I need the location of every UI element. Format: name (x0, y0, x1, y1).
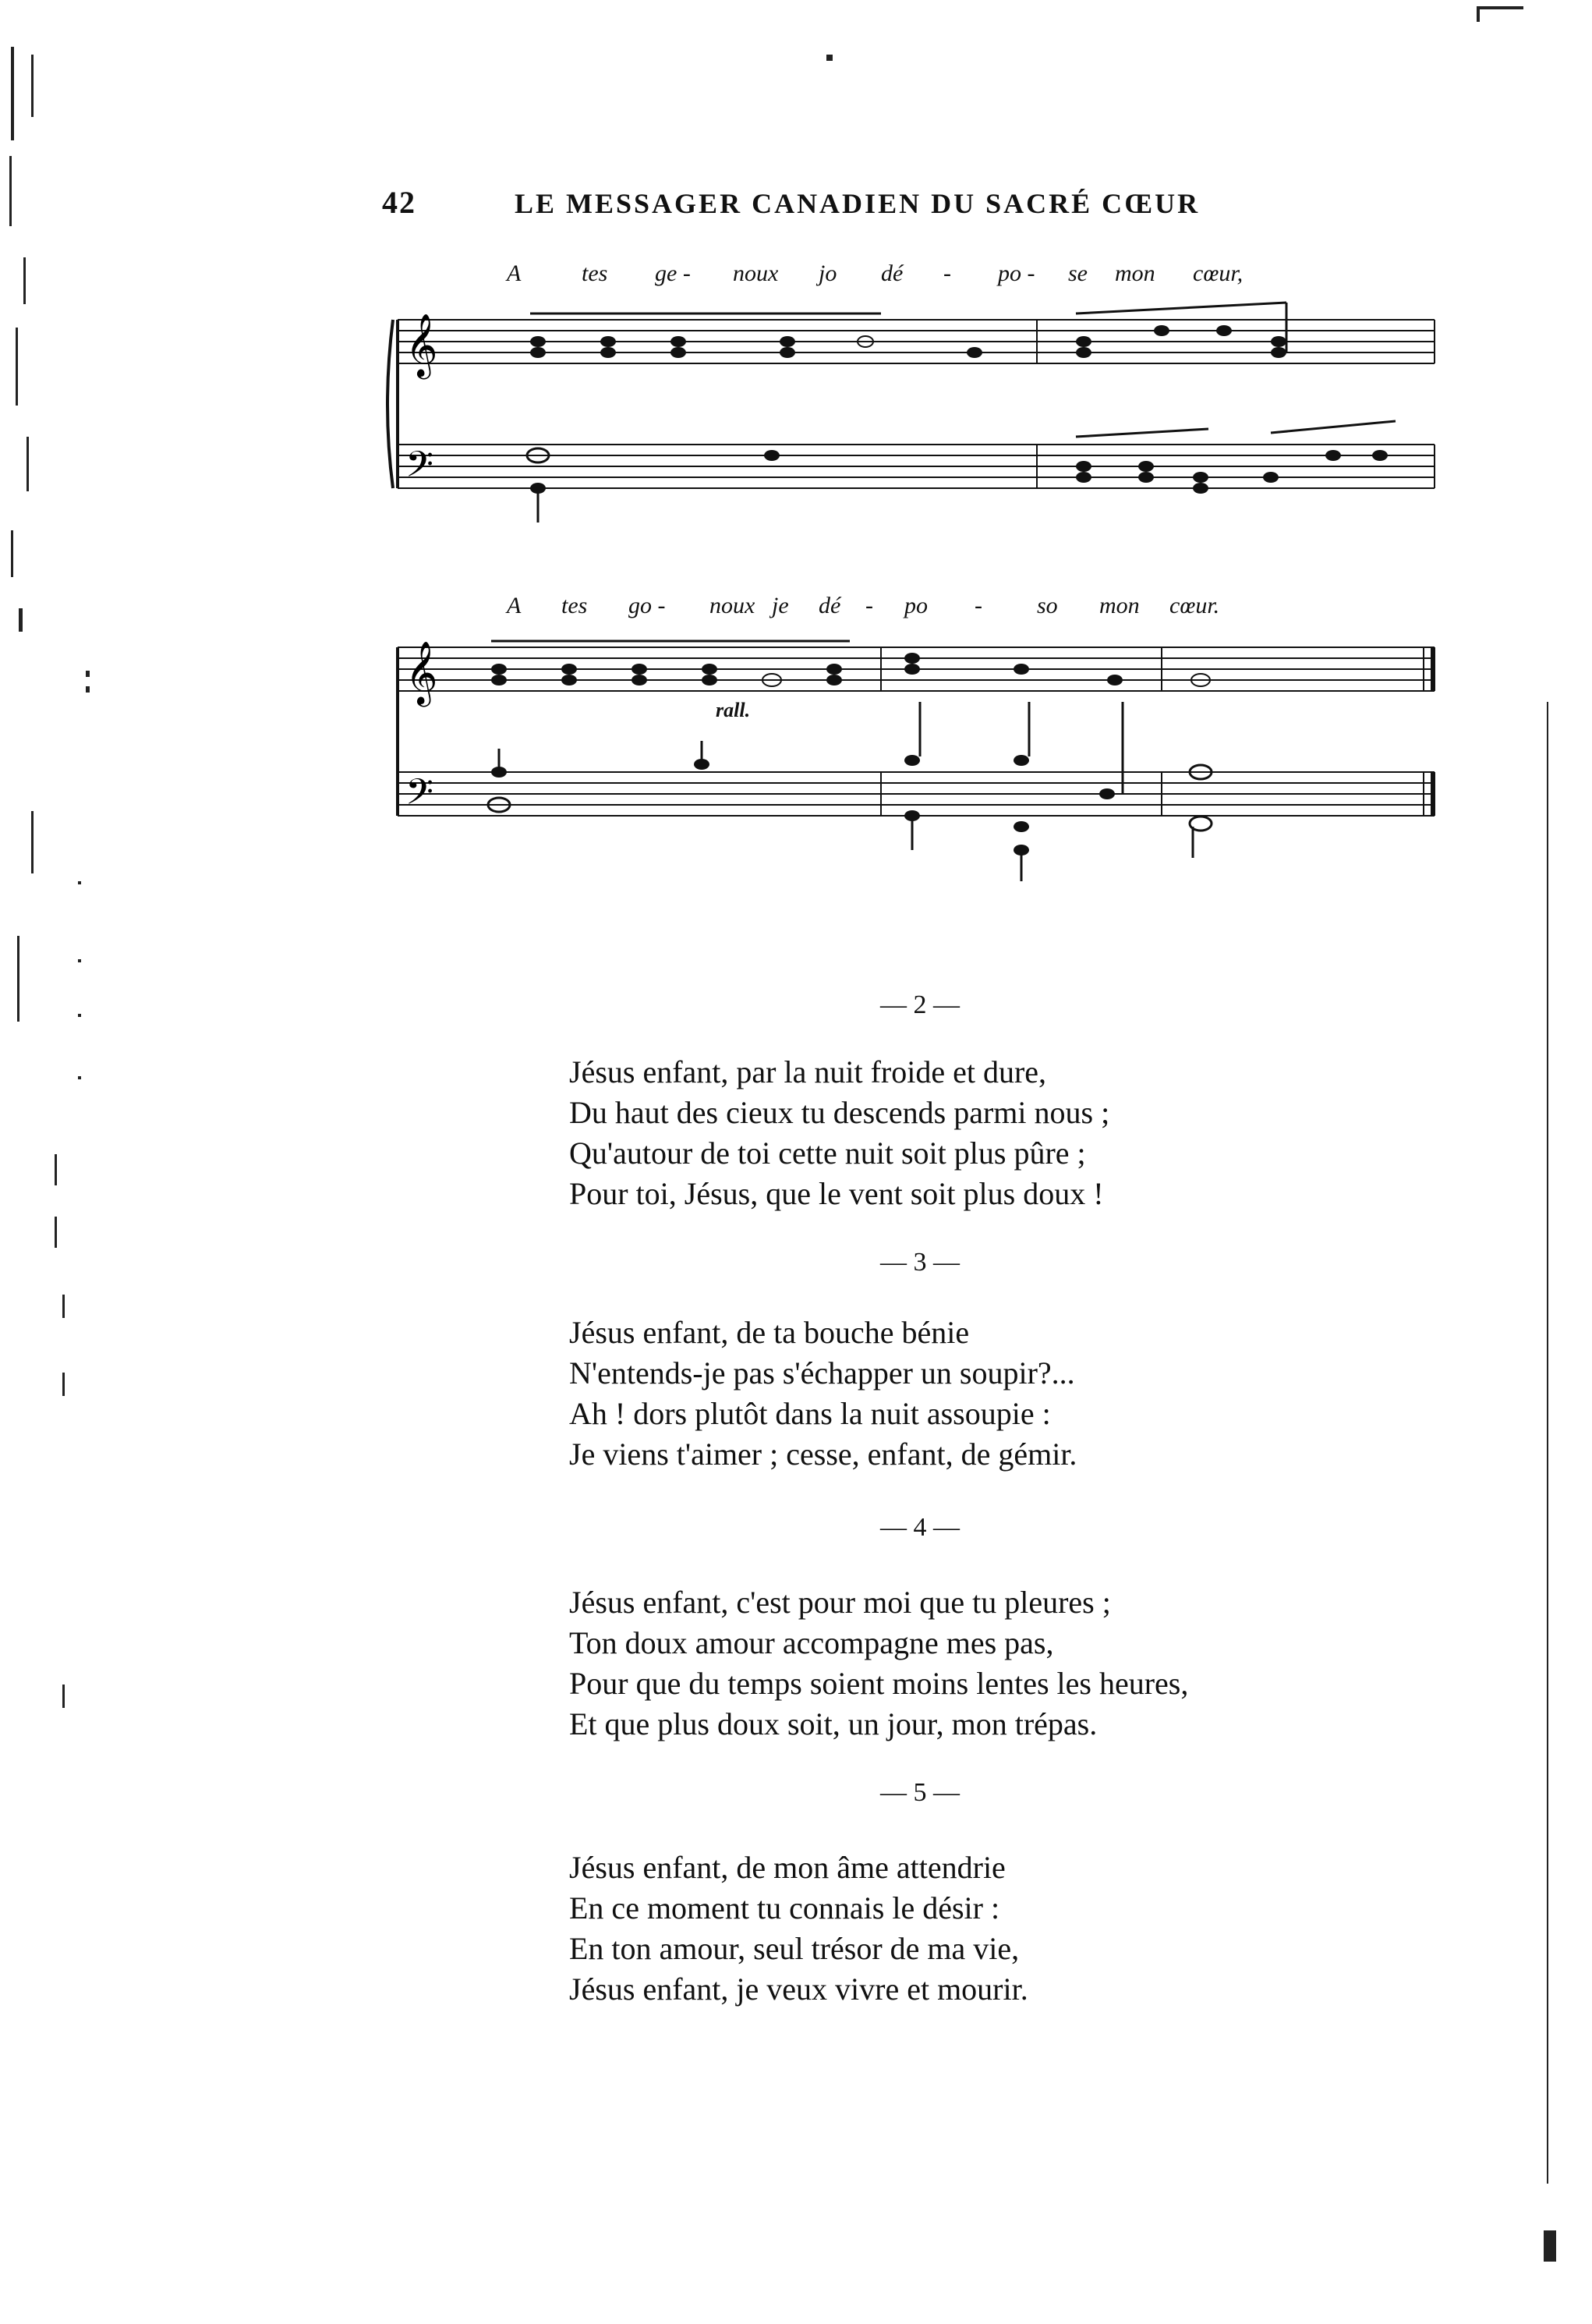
lyric-syllable: A (507, 260, 522, 286)
verse-line: Ah ! dors plutôt dans la nuit assoupie : (569, 1396, 1051, 1431)
music-system-2 (382, 624, 1442, 858)
tempo-marking-rall: rall. (716, 699, 751, 721)
page-header (382, 184, 1302, 231)
page-number: 42 (382, 185, 416, 220)
verse-line: N'entends-je pas s'échapper un soupir?... (569, 1355, 1075, 1391)
lyric-syllable: mon (1115, 260, 1155, 286)
treble-clef-icon: 𝄞 (405, 640, 438, 704)
lyric-syllable: cœur. (1169, 593, 1220, 618)
bass-clef-icon: 𝄢 (405, 444, 434, 494)
lyric-syllable: - (975, 593, 982, 618)
lyric-syllable: jo (819, 260, 837, 286)
lyric-syllable: - (943, 260, 951, 286)
verse-line: Pour toi, Jésus, que le vent soit plus doux ! (569, 1176, 1104, 1211)
lyric-syllable: noux (709, 593, 755, 618)
verse-line: Jésus enfant, je veux vivre et mourir. (569, 1972, 1028, 2007)
verse-line: Jésus enfant, par la nuit froide et dure, (569, 1054, 1047, 1089)
verse-line: Pour que du temps soient moins lentes les heures, (569, 1666, 1189, 1701)
grand-staff-1 (382, 296, 1442, 530)
lyric-syllable: dé (819, 593, 841, 618)
verse-line: Je viens t'aimer ; cesse, enfant, de gémir. (569, 1437, 1077, 1472)
verse-number: — 3 — (880, 1248, 960, 1277)
bass-clef-icon: 𝄢 (405, 771, 434, 822)
lyric-syllable: A (507, 593, 522, 618)
lyric-syllable: so (1037, 593, 1058, 618)
lyric-syllable: dé (881, 260, 904, 286)
verse-line: Qu'autour de toi cette nuit soit plus pûre ; (569, 1135, 1086, 1171)
verse-line: Jésus enfant, de ta bouche bénie (569, 1315, 970, 1350)
lyric-syllable: tes (582, 260, 608, 286)
music-lyrics-system-1 (507, 260, 1442, 299)
lyric-syllable: cœur, (1193, 260, 1244, 286)
verse-line: Ton doux amour accompagne mes pas, (569, 1625, 1054, 1660)
grand-staff-2 (382, 624, 1442, 905)
verse-number: — 2 — (880, 990, 960, 1019)
verse-line: En ton amour, seul trésor de ma vie, (569, 1931, 1020, 1966)
lyric-syllable: po - (998, 260, 1035, 286)
verse-line: Jésus enfant, c'est pour moi que tu pleures ; (569, 1585, 1111, 1620)
lyric-syllable: go - (628, 593, 666, 618)
verse-line: Et que plus doux soit, un jour, mon trépas. (569, 1706, 1098, 1741)
running-title: LE MESSAGER CANADIEN DU SACRÉ CŒUR (515, 188, 1201, 219)
verse-line: Du haut des cieux tu descends parmi nous ; (569, 1095, 1110, 1130)
lyric-syllable: ge - (655, 260, 691, 286)
treble-clef-icon: 𝄞 (405, 313, 438, 377)
lyric-syllable: noux (733, 260, 779, 286)
lyric-syllable: se (1068, 260, 1088, 286)
lyric-syllable: je (772, 593, 789, 618)
verse-line: Jésus enfant, de mon âme attendrie (569, 1850, 1006, 1885)
verse-line: En ce moment tu connais le désir : (569, 1890, 1000, 1925)
music-system-1 (382, 296, 1442, 530)
lyric-syllable: tes (561, 593, 588, 618)
lyric-syllable: po (904, 593, 928, 618)
verse-number: — 4 — (880, 1513, 960, 1542)
lyric-syllable: - (865, 593, 873, 618)
verse-number: — 5 — (880, 1778, 960, 1807)
brace-icon (387, 320, 393, 488)
lyric-syllable: mon (1099, 593, 1140, 618)
